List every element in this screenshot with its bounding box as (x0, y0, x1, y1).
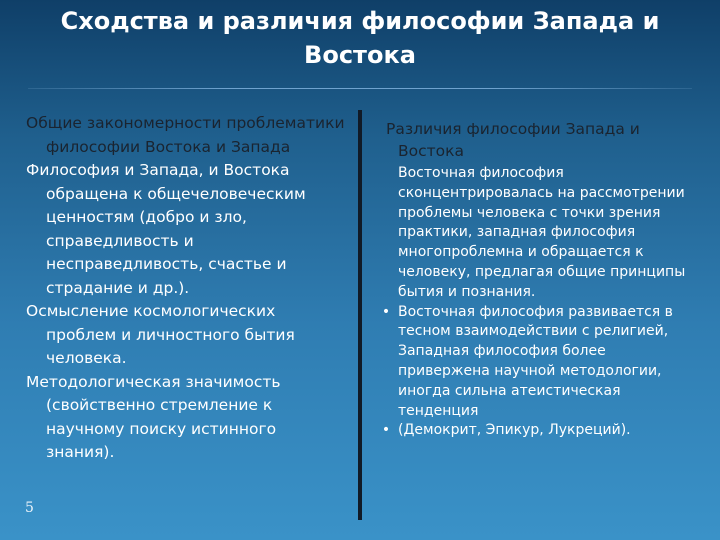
similarity-paragraph-2: Осмысление космологических проблем и личностного бытия человека. (26, 302, 295, 367)
difference-text-3: (Демокрит, Эпикур, Лукреций). (398, 422, 631, 439)
similarities-heading: Общие закономерности проблематики философии Востока и Запада (26, 114, 345, 156)
similarity-paragraph-3: Методологическая значимость (свойственно стремление к научному поиску истинного знания). (26, 372, 281, 461)
column-divider (358, 110, 362, 520)
title-underline (28, 88, 692, 89)
difference-item-1 (378, 164, 698, 303)
difference-text-1: Восточная философия сконцентрировалась на рассмотрении проблемы человека с точки зрения практики, западная философия многопроблемна и обращается к человеку, предлагая общие принципы бытия и познания. (398, 165, 686, 300)
slide-title: Сходства и различия философии Запада и Востока (60, 7, 660, 69)
page-number: 5 (25, 500, 34, 516)
difference-item-3 (378, 421, 698, 441)
differences-column (378, 118, 698, 441)
difference-item-2 (378, 303, 698, 422)
differences-heading: Различия философии Запада и Востока (386, 120, 640, 160)
bullet-icon: • (381, 303, 391, 320)
bullet-icon: • (381, 422, 391, 439)
difference-text-2: Восточная философия развивается в тесном взаимодействии с религией, Западная философия более привержена научной методологии, иногда сильна атеистическая тенденция (398, 303, 673, 419)
similarity-paragraph-1: Философия и Запада, и Востока обращена к общечеловеческим ценностям (добро и зло, справедливость и несправедливость, счастье и страдание и др.). (26, 161, 306, 297)
similarities-column (26, 112, 346, 465)
